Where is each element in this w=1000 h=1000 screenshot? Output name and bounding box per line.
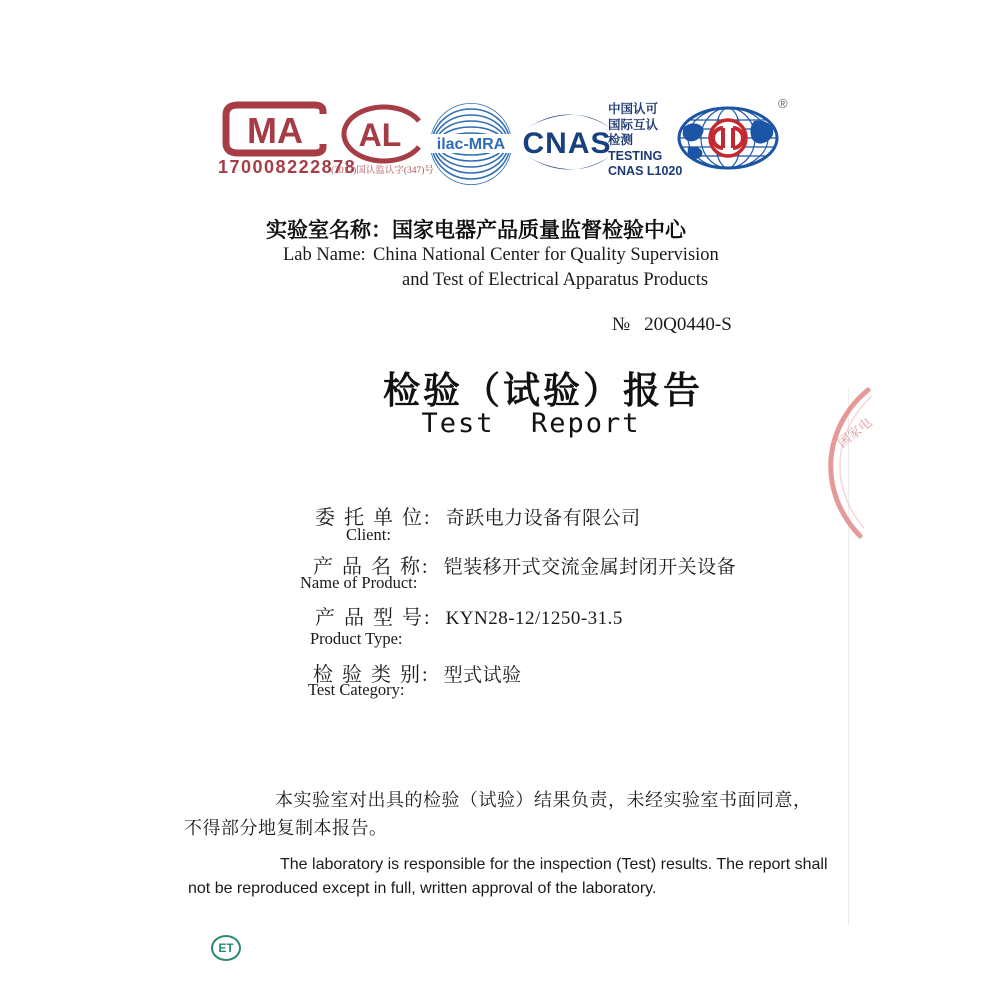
accreditation-line: CNAS L1020: [608, 164, 683, 178]
cma-logo-icon: [222, 101, 330, 157]
disclaimer-en-line2: not be reproduced except in full, written approval of the laboratory.: [188, 880, 657, 897]
cma-certificate-number: 170008222878: [218, 157, 357, 177]
cnas-logo-icon: [519, 106, 615, 178]
cal-logo-icon: [337, 104, 425, 164]
disclaimer-zh-line1: 本实验室对出具的检验（试验）结果负责，未经实验室书面同意，: [275, 790, 812, 810]
field-product-name-label: 产 品 名 称:: [313, 556, 430, 578]
lab-name-zh: 实验室名称：国家电器产品质量监督检验中心: [266, 219, 686, 242]
field-product-name-value: 铠装移开式交流金属封闭开关设备: [443, 557, 737, 578]
svg-text:MA: MA: [247, 110, 303, 151]
field-product-type-value: KYN28-12/1250-31.5: [445, 608, 623, 629]
globe-certification-logo-icon: [676, 105, 780, 171]
accreditation-text: [608, 102, 682, 180]
disclaimer-zh-line2: 不得部分地复制本报告。: [184, 818, 388, 838]
report-title-en: Test Report: [421, 408, 641, 439]
disclaimer-en-line1: The laboratory is responsible for the inspection (Test) results. The report shall: [280, 856, 828, 873]
accreditation-line: 检测: [608, 133, 634, 147]
svg-text:AL: AL: [358, 117, 402, 153]
et-mark-icon: ET: [211, 935, 241, 961]
seal-characters: 国家电: [834, 414, 875, 451]
red-seal-partial-icon: [808, 386, 892, 542]
disclaimer-zh: [184, 786, 826, 842]
report-number-label: №: [612, 314, 631, 335]
lab-name-en-line1: China National Center for Quality Supervision: [373, 245, 719, 265]
field-test-category-label: 检 验 类 别:: [313, 664, 430, 686]
field-product-name-en-label: Name of Product:: [300, 573, 418, 592]
field-product-type-en-label: Product Type:: [310, 629, 403, 648]
accreditation-line: 国际互认: [608, 117, 659, 132]
report-number-value: 20Q0440-S: [644, 314, 732, 335]
field-product-type: [315, 601, 623, 630]
report-title-zh: 检验（试验）报告: [383, 370, 703, 411]
ilac-mra-logo-icon: [428, 101, 514, 187]
field-client-en-label: Client:: [346, 525, 391, 544]
report-number: [612, 314, 732, 336]
disclaimer-en: [188, 853, 848, 901]
cal-certificate-caption: (2017)国认监认字(347)号: [331, 166, 434, 176]
field-test-category-en-label: Test Category:: [308, 680, 405, 699]
registered-trademark-symbol: ®: [778, 96, 788, 111]
svg-text:ilac-MRA: ilac-MRA: [436, 136, 506, 153]
accreditation-line: TESTING: [608, 148, 663, 163]
lab-name-en-label: Lab Name:: [283, 245, 366, 265]
accreditation-line: 中国认可: [608, 102, 659, 116]
lab-name-en-line2: and Test of Electrical Apparatus Products: [402, 270, 709, 290]
field-test-category-value: 型式试验: [443, 665, 522, 686]
field-product-type-label: 产 品 型 号:: [315, 607, 432, 629]
svg-text:CNAS: CNAS: [522, 127, 612, 160]
field-client-value: 奇跃电力设备有限公司: [445, 508, 641, 529]
field-client-label: 委 托 单 位:: [315, 507, 432, 529]
